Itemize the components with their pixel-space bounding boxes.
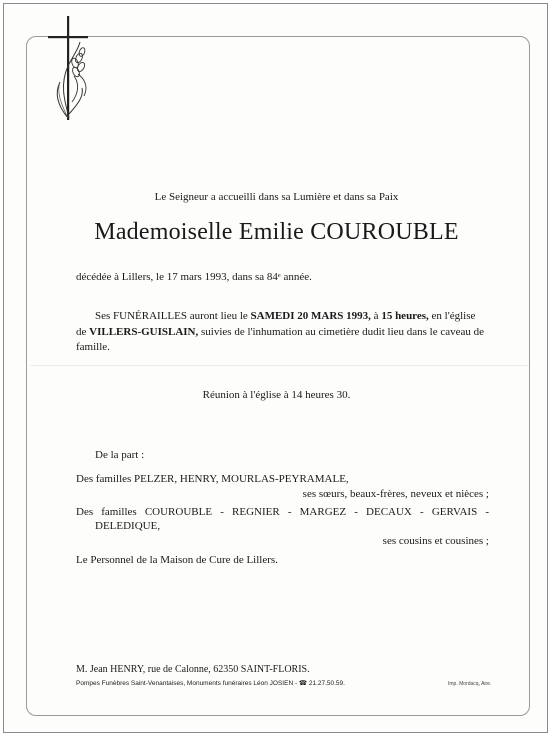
intro-line: Le Seigneur a accueilli dans sa Lumière et dans sa Paix (154, 191, 399, 203)
staff-line: Le Personnel de la Maison de Cure de Lillers. (76, 554, 278, 566)
family-2-line-1: Des familles COUROUBLE - REGNIER - MARGEZ - DECAUX - GERVAIS - (76, 506, 489, 518)
notice-border (26, 36, 530, 716)
family-2-line-3: ses cousins et cousines ; (382, 535, 489, 547)
funeral-line-2 (76, 325, 484, 339)
funeral-text: à (370, 310, 382, 322)
death-notice: décédée à Lillers, le 17 mars 1993, dans sa 84ᵉ année. (76, 271, 312, 283)
printer-credit: Imp. Mordacq, Aire. (448, 681, 492, 687)
funeral-line-3: famille. (76, 341, 110, 353)
funeral-time: 15 heures, (381, 310, 429, 322)
funeral-text: de (76, 326, 90, 338)
family-2-line-2: DELEDIQUE, (95, 520, 161, 532)
funeral-text: suivies de l'inhumation au cimetière dudit lieu dans le caveau de (198, 326, 485, 338)
contact-address: M. Jean HENRY, rue de Calonne, 62350 SAINT-FLORIS. (76, 664, 310, 675)
funeral-text: en l'église (428, 310, 476, 322)
funeral-line-1 (95, 309, 475, 323)
funeral-text: Ses FUNÉRAILLES auront lieu le (95, 310, 251, 322)
funeral-home-line: Pompes Funèbres Saint-Venantaises, Monuments funéraires Léon JOSIEN - ☎ 21.27.50.59. (76, 680, 345, 687)
funeral-date: SAMEDI 20 MARS 1993, (250, 310, 371, 322)
cross-with-wheat-icon (38, 14, 98, 124)
reunion-line: Réunion à l'église à 14 heures 30. (202, 389, 351, 401)
mourners-intro: De la part : (95, 449, 145, 461)
deceased-name: Mademoiselle Emilie COUROUBLE (94, 219, 459, 245)
funeral-place: VILLERS-GUISLAIN, (89, 326, 199, 338)
family-1-line-1: Des familles PELZER, HENRY, MOURLAS-PEYRAMALE, (76, 473, 349, 485)
family-1-line-2: ses sœurs, beaux-frères, neveux et nièces ; (302, 488, 489, 500)
